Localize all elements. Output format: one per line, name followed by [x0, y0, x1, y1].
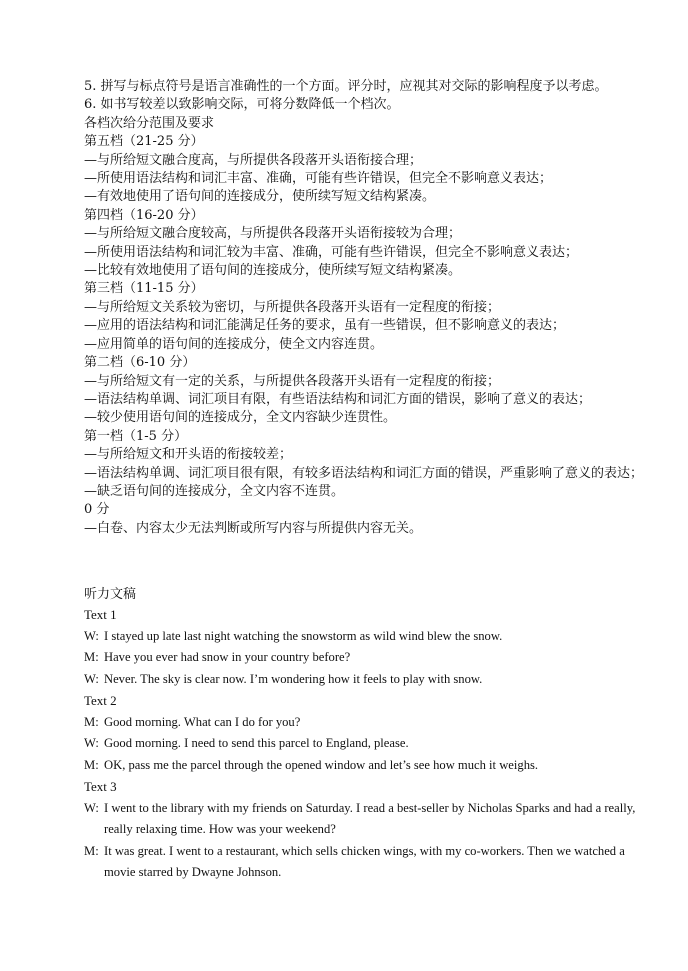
rubric-rule-6: 6. 如书写较差以致影响交际，可将分数降低一个档次。: [84, 97, 400, 113]
dialogue-turn: [84, 669, 644, 691]
speaker-label: M:: [84, 843, 99, 858]
dialogue-turn: [84, 798, 644, 841]
grade-3-line: —应用简单的语句间的连接成分，使全文内容连贯。: [84, 336, 384, 352]
speaker-label: W:: [84, 736, 99, 750]
utterance: Have you ever had snow in your country before?: [104, 650, 351, 664]
dialogue-turn: [84, 841, 644, 884]
grade-5-line: —与所给短文融合度高，与所提供各段落开头语衔接合理；: [84, 152, 423, 168]
dialogue-turn: [84, 755, 644, 777]
utterance: I went to the library with my friends on Saturday. I read a best-seller by Nicholas Sparks and had a really, really relaxing time. How was your weekend?: [104, 800, 636, 836]
grade-1-title: 第一档（1-5 分）: [84, 428, 188, 444]
grade-2-title: 第二档（6-10 分）: [84, 355, 196, 371]
dialogue-turn: [84, 626, 644, 648]
listening-transcript: [84, 584, 644, 884]
speaker-label: M:: [84, 757, 99, 772]
grade-1-line: —语法结构单调、词汇项目很有限，有较多语法结构和词汇方面的错误，严重影响了意义的表达；: [84, 465, 644, 481]
text-3-title: Text 3: [84, 779, 117, 794]
grade-4-line: —比较有效地使用了语句间的连接成分，使所续写短文结构紧凑。: [84, 263, 462, 279]
grade-0-line: —白卷、内容太少无法判断或所写内容与所提供内容无关。: [84, 520, 423, 536]
utterance: OK, pass me the parcel through the opened window and let’s see how much it weighs.: [104, 757, 539, 772]
utterance: Good morning. What can I do for you?: [104, 714, 301, 729]
utterance: Never. The sky is clear now. I’m wondering how it feels to play with snow.: [104, 671, 483, 686]
grade-2-line: —与所给短文有一定的关系，与所提供各段落开头语有一定程度的衔接；: [84, 373, 501, 389]
grade-5-line: —所使用语法结构和词汇丰富、准确，可能有些许错误，但完全不影响意义表达；: [84, 171, 553, 187]
grade-3-line: —与所给短文关系较为密切，与所提供各段落开头语有一定程度的衔接；: [84, 299, 501, 315]
speaker-label: W:: [84, 628, 99, 643]
utterance: It was great. I went to a restaurant, which sells chicken wings, with my co-workers. Then we watched a movie starred by Dwayne Johnson.: [104, 843, 625, 879]
grade-2-line: —语法结构单调、词汇项目有限，有些语法结构和词汇方面的错误，影响了意义的表达；: [84, 391, 592, 407]
rubric-rule-5: 5. 拼写与标点符号是语言准确性的一个方面。评分时，应视其对交际的影响程度予以考虑。: [84, 79, 608, 94]
grade-0-title: 0 分: [84, 502, 110, 518]
scoring-rubric: [84, 78, 644, 538]
grade-4-line: —所使用语法结构和词汇较为丰富、准确，可能有些许错误，但完全不影响意义表达；: [84, 244, 579, 260]
grade-2-line: —较少使用语句间的连接成分，全文内容缺少连贯性。: [84, 410, 397, 426]
dialogue-turn: [84, 733, 644, 755]
dialogue-turn: [84, 712, 644, 734]
speaker-label: M:: [84, 714, 99, 729]
grade-5-line: —有效地使用了语句间的连接成分，使所续写短文结构紧凑。: [84, 189, 436, 205]
grade-1-line: —缺乏语句间的连接成分，全文内容不连贯。: [84, 483, 345, 499]
text-1-title: Text 1: [84, 607, 117, 622]
grade-4-line: —与所给短文融合度较高，与所提供各段落开头语衔接较为合理；: [84, 226, 462, 242]
text-2-title: Text 2: [84, 693, 117, 708]
speaker-label: M:: [84, 650, 99, 664]
utterance: Good morning. I need to send this parcel to England, please.: [104, 736, 409, 750]
speaker-label: W:: [84, 671, 99, 686]
grade-3-line: —应用的语法结构和词汇能满足任务的要求，虽有一些错误，但不影响意义的表达；: [84, 318, 566, 334]
rubric-heading: 各档次给分范围及要求: [84, 115, 215, 131]
listening-title: 听力文稿: [84, 586, 137, 601]
grade-4-title: 第四档（16-20 分）: [84, 207, 204, 223]
grade-1-line: —与所给短文和开头语的衔接较差；: [84, 447, 293, 463]
grade-3-title: 第三档（11-15 分）: [84, 281, 204, 297]
utterance: I stayed up late last night watching the snowstorm as wild wind blew the snow.: [104, 628, 503, 643]
speaker-label: W:: [84, 800, 99, 815]
dialogue-turn: [84, 647, 644, 669]
grade-5-title: 第五档（21-25 分）: [84, 134, 204, 150]
